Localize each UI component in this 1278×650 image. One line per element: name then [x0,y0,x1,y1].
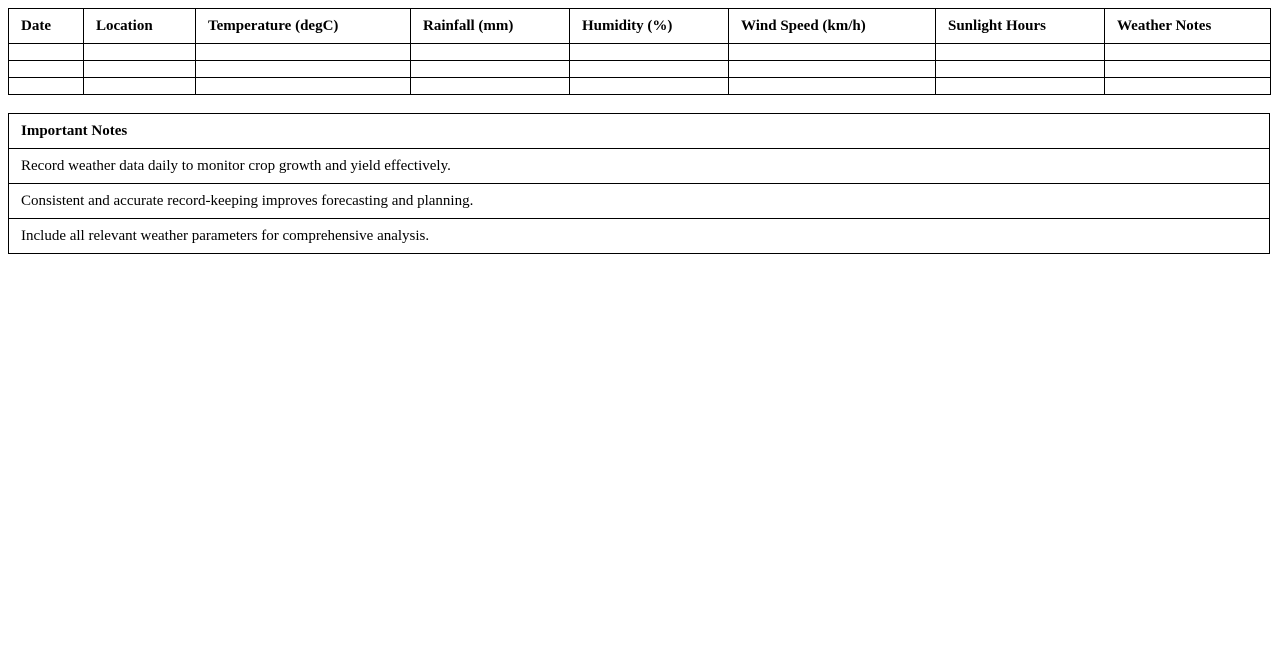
cell-wind-speed[interactable] [729,44,936,61]
important-notes-table [8,113,1270,254]
cell-humidity[interactable] [570,78,729,95]
cell-temperature[interactable] [196,78,411,95]
cell-wind-speed[interactable] [729,78,936,95]
cell-sunlight-hours[interactable] [936,78,1105,95]
table-row [9,61,1271,78]
header-wind-speed: Wind Speed (km/h) [729,9,936,44]
note-text: Record weather data daily to monitor crop growth and yield effectively. [9,149,1270,184]
cell-sunlight-hours[interactable] [936,44,1105,61]
header-sunlight-hours: Sunlight Hours [936,9,1105,44]
notes-header-row [9,114,1270,149]
cell-temperature[interactable] [196,61,411,78]
cell-sunlight-hours[interactable] [936,61,1105,78]
cell-date[interactable] [9,61,84,78]
header-location: Location [84,9,196,44]
cell-location[interactable] [84,61,196,78]
header-date: Date [9,9,84,44]
cell-humidity[interactable] [570,44,729,61]
cell-location[interactable] [84,44,196,61]
cell-rainfall[interactable] [411,44,570,61]
list-item [9,184,1270,219]
cell-rainfall[interactable] [411,78,570,95]
table-header-row [9,9,1271,44]
cell-date[interactable] [9,44,84,61]
header-temperature: Temperature (degC) [196,9,411,44]
note-text: Include all relevant weather parameters for comprehensive analysis. [9,219,1270,254]
list-item [9,219,1270,254]
cell-weather-notes[interactable] [1105,44,1271,61]
note-text: Consistent and accurate record-keeping improves forecasting and planning. [9,184,1270,219]
table-row [9,78,1271,95]
cell-weather-notes[interactable] [1105,61,1271,78]
cell-location[interactable] [84,78,196,95]
header-weather-notes: Weather Notes [1105,9,1271,44]
header-rainfall: Rainfall (mm) [411,9,570,44]
cell-rainfall[interactable] [411,61,570,78]
list-item [9,149,1270,184]
cell-date[interactable] [9,78,84,95]
header-humidity: Humidity (%) [570,9,729,44]
cell-humidity[interactable] [570,61,729,78]
notes-title: Important Notes [9,114,1270,149]
table-row [9,44,1271,61]
weather-log-table [8,8,1271,95]
cell-weather-notes[interactable] [1105,78,1271,95]
cell-wind-speed[interactable] [729,61,936,78]
cell-temperature[interactable] [196,44,411,61]
